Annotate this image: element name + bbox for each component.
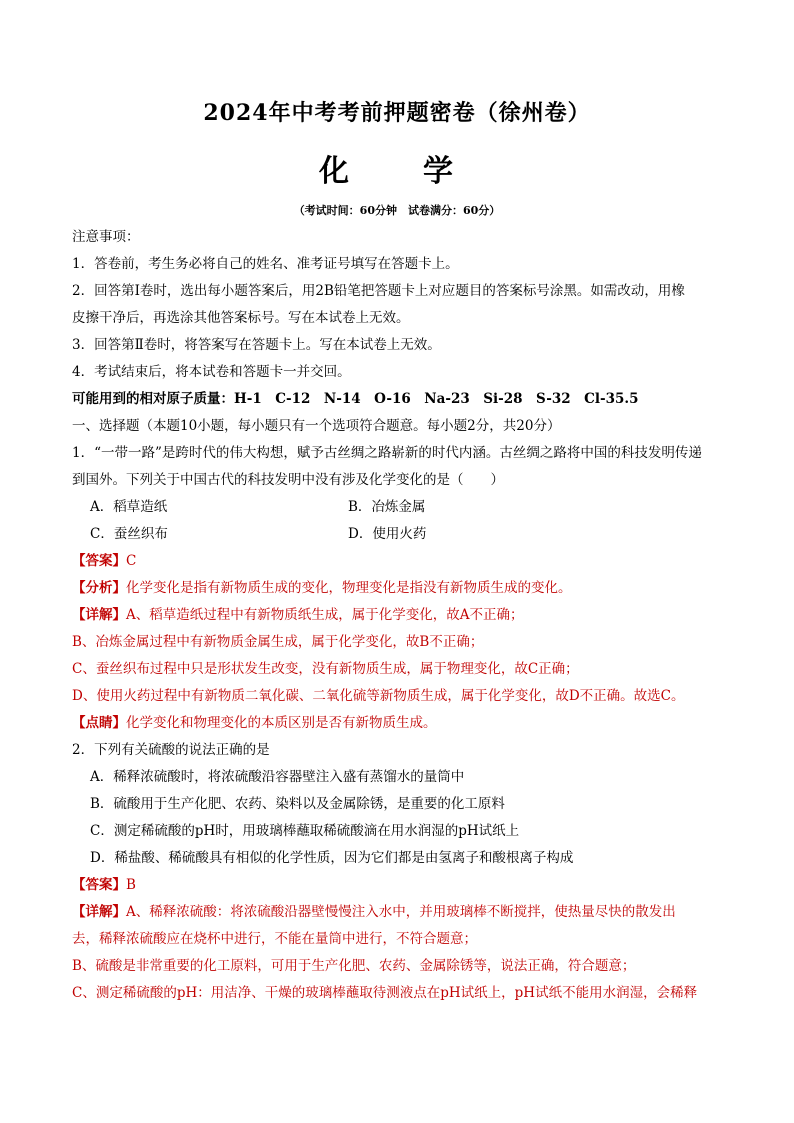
q1-detail-line: B、冶炼金属过程中有新物质金属生成，属于化学变化，故B不正确； — [72, 634, 484, 650]
detail-text: A、稻草造纸过程中有新物质纸生成，属于化学变化，故A不正确； — [126, 607, 524, 623]
analysis-text: 化学变化是指有新物质生成的变化，物理变化是指没有新物质生成的变化。 — [126, 580, 572, 596]
q1-answer — [72, 548, 722, 575]
q1-option-d: D．使用火药 — [348, 526, 427, 542]
detail-tag: 【详解】 — [72, 904, 126, 920]
q1-stem: 1．“一带一路”是跨时代的伟大构想，赋予古丝绸之路崭新的时代内涵。古丝绸之路将中国的科技发明传递 — [72, 445, 702, 461]
subject-title: 化 学 — [319, 154, 475, 189]
detail-text: A、稀释浓硫酸：将浓硫酸沿器壁慢慢注入水中，并用玻璃棒不断搅拌，使热量尽快的散发出 — [126, 904, 676, 920]
q2-detail-line: 去，稀释浓硫酸应在烧杯中进行，不能在量筒中进行，不符合题意； — [72, 931, 477, 947]
q2-stem: 2．下列有关硫酸的说法正确的是 — [72, 742, 270, 758]
answer-tag: 【答案】 — [72, 877, 126, 893]
exam-meta: （考试时间：60分钟 试卷满分：60分） — [293, 204, 501, 217]
point-tag: 【点睛】 — [72, 715, 126, 731]
answer-value: C — [126, 553, 137, 569]
atomic-masses: 可能用到的相对原子质量：H-1 C-12 N-14 O-16 Na-23 Si-28 S-32 Cl-35.5 — [72, 391, 639, 407]
q1-options-row — [72, 521, 722, 548]
section-heading: 一、选择题（本题10小题，每小题只有一个选项符合题意。每小题2分，共20分） — [72, 418, 561, 434]
q1-analysis — [72, 575, 722, 602]
q1-stem-cont: 到国外。下列关于中国古代的科技发明中没有涉及化学变化的是（ ） — [72, 472, 504, 488]
q1-options-row — [72, 494, 722, 521]
q1-detail-line: C、蚕丝织布过程中只是形状发生改变，没有新物质生成，属于物理变化，故C正确； — [72, 661, 579, 677]
note-item: 皮擦干净后，再选涂其他答案标号。写在本试卷上无效。 — [72, 310, 410, 326]
note-item: 3．回答第Ⅱ卷时，将答案写在答题卡上。写在本试卷上无效。 — [72, 337, 441, 353]
detail-tag: 【详解】 — [72, 607, 126, 623]
note-item: 4．考试结束后，将本试卷和答题卡一并交回。 — [72, 364, 351, 380]
q1-detail-line: D、使用火药过程中有新物质二氧化碳、二氧化硫等新物质生成，属于化学变化，故D不正确。故选C。 — [72, 688, 685, 704]
q1-detail — [72, 602, 722, 629]
q2-detail-line: B、硫酸是非常重要的化工原料，可用于生产化肥、农药、金属除锈等，说法正确，符合题意； — [72, 958, 636, 974]
q2-option-b: B．硫酸用于生产化肥、农药、染料以及金属除锈，是重要的化工原料 — [90, 796, 505, 812]
q1-point — [72, 710, 722, 737]
point-text: 化学变化和物理变化的本质区别是否有新物质生成。 — [126, 715, 437, 731]
exam-title: 2024年中考考前押题密卷（徐州卷） — [203, 100, 591, 126]
exam-content — [72, 224, 722, 1007]
q1-option-b: B．冶炼金属 — [348, 499, 426, 515]
q1-option-a: A．稻草造纸 — [90, 499, 168, 515]
notes-heading: 注意事项： — [72, 229, 140, 245]
q2-option-a: A．稀释浓硫酸时，将浓硫酸沿容器壁注入盛有蒸馏水的量筒中 — [90, 769, 465, 785]
q2-option-c: C．测定稀硫酸的pH时，用玻璃棒蘸取稀硫酸滴在用水润湿的pH试纸上 — [90, 823, 520, 839]
answer-value: B — [126, 877, 136, 893]
answer-tag: 【答案】 — [72, 553, 126, 569]
q1-option-c: C．蚕丝织布 — [90, 526, 168, 542]
analysis-tag: 【分析】 — [72, 580, 126, 596]
note-item: 1．答卷前，考生务必将自己的姓名、准考证号填写在答题卡上。 — [72, 256, 459, 272]
q2-detail — [72, 899, 722, 926]
q2-option-d: D．稀盐酸、稀硫酸具有相似的化学性质，因为它们都是由氢离子和酸根离子构成 — [90, 850, 574, 866]
q2-detail-line: C、测定稀硫酸的pH：用洁净、干燥的玻璃棒蘸取待测液点在pH试纸上，pH试纸不能用水润湿，会稀释 — [72, 985, 698, 1001]
note-item: 2．回答第Ⅰ卷时，选出每小题答案后，用2B铅笔把答题卡上对应题目的答案标号涂黑。如需改动，用橡 — [72, 283, 685, 299]
q2-answer — [72, 872, 722, 899]
